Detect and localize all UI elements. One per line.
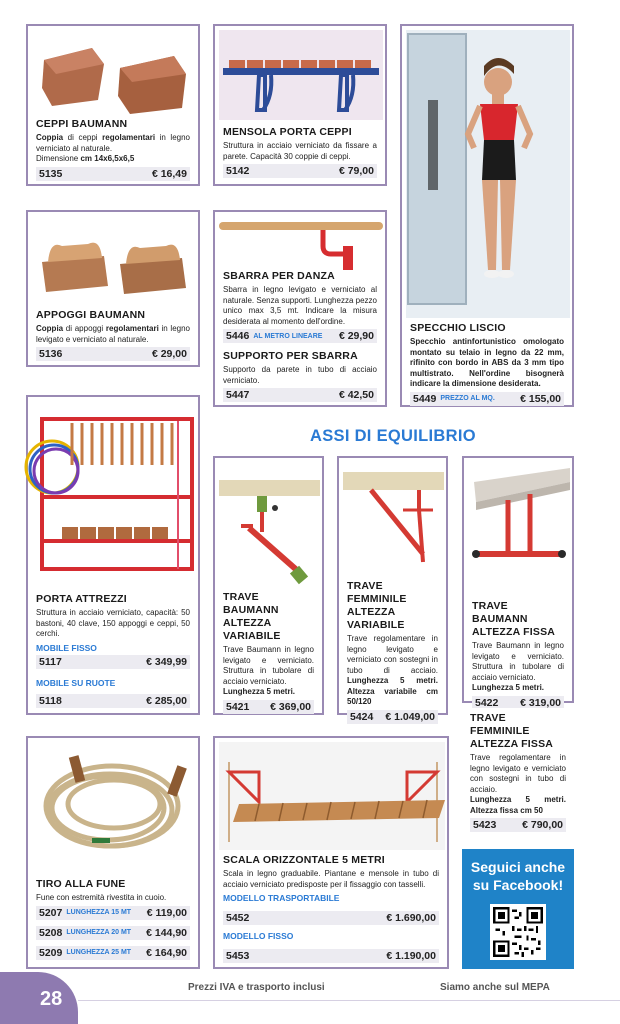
product-card-trave-fem-fissa	[462, 708, 574, 834]
price-row	[36, 946, 190, 960]
facebook-promo[interactable]	[462, 849, 574, 969]
scala-photo	[219, 742, 445, 850]
price-row	[223, 164, 377, 178]
product-price: € 285,00	[146, 694, 187, 707]
product-description: Trave Baumann in legno levigato e verniciato. Struttura in tubolare di acciaio verniciato. Lunghezza 5 metri.	[472, 641, 564, 692]
product-code: 5447	[226, 389, 250, 401]
product-code: 5208	[39, 926, 63, 939]
product-description: Specchio antinfortunistico omologato montato su telaio in legno da 22 mm, rifinito con bordo in ABS da 3 mm tipo multistrato. Nell'ordine bisognerà indicare la dimensione desiderata.	[410, 337, 564, 388]
product-description: Sbarra in legno levigato e verniciato al naturale. Senza supporti. Lunghezza pezzo unico max 3,5 mt. Indicare la misura desiderata al momento dell'ordine.	[223, 285, 377, 326]
product-price: € 1.049,00	[385, 710, 435, 723]
price-row	[410, 392, 564, 406]
product-price: € 349,99	[146, 655, 187, 668]
product-card-sbarra	[213, 210, 387, 407]
product-description: Scala in legno graduabile. Piantane e mensole in tubo di acciaio verniciato predisposte per il fissaggio con tasselli.	[223, 869, 439, 889]
product-card-scala	[213, 736, 449, 969]
product-code: 5207	[39, 906, 63, 919]
product-code: 5424	[350, 710, 374, 723]
variant-label: MODELLO TRASPORTABILE	[223, 893, 340, 903]
product-card-porta	[26, 395, 200, 715]
product-code: 5452	[226, 912, 250, 924]
price-unit: AL METRO LINEARE	[253, 332, 323, 340]
page-number: 28	[40, 988, 63, 1010]
product-price: € 29,90	[338, 330, 374, 342]
product-price: € 29,00	[151, 348, 187, 360]
price-row	[470, 818, 566, 832]
product-description: Struttura in acciaio verniciato, capacità: 50 bastoni, 40 clave, 150 appoggi e ceppi, 50 cerchi.	[36, 608, 190, 638]
product-price: € 16,49	[151, 167, 187, 180]
price-row	[36, 167, 190, 181]
price-row	[223, 911, 439, 925]
footer-divider	[78, 1000, 620, 1001]
product-title: TRAVE BAUMANN ALTEZZA VARIABILE	[223, 591, 281, 642]
fune-photo	[32, 742, 196, 872]
price-row	[36, 926, 190, 940]
product-description: Coppia di appoggi regolamentari in legno levigato e verniciato al naturale.	[36, 324, 191, 344]
product-title: PORTA ATTREZZI	[36, 593, 127, 605]
trave-femminile-variabile-photo	[343, 462, 444, 574]
sbarra-photo	[219, 216, 383, 274]
product-price: € 319,00	[520, 696, 561, 709]
product-price: € 164,90	[146, 946, 187, 959]
ceppi-photo	[32, 30, 196, 116]
variant-label: MOBILE FISSO	[36, 642, 97, 653]
product-card-appoggi	[26, 210, 200, 367]
qr-code-icon[interactable]	[490, 904, 546, 960]
product-code: 5117	[39, 655, 62, 668]
product-title: TIRO ALLA FUNE	[36, 878, 126, 890]
product-description: Trave Baumann in legno levigato e verniciato. Struttura in tubolare di acciaio verniciato. Lunghezza 5 metri.	[223, 645, 314, 696]
product-code: 5453	[226, 950, 250, 962]
length-label: LUNGHEZZA 20 MT	[66, 929, 132, 936]
product-title: SUPPORTO PER SBARRA	[223, 350, 358, 362]
price-row	[36, 347, 190, 361]
product-card-ceppi	[26, 24, 200, 186]
product-card-fune	[26, 736, 200, 969]
product-code: 5422	[475, 696, 499, 709]
price-row	[36, 655, 190, 669]
product-description: Coppia di ceppi regolamentari in legno verniciato al naturale. Dimensione cm 14x6,5x6,5	[36, 133, 190, 163]
product-price: € 42,50	[338, 389, 374, 401]
footer-mepa: Siamo anche sul MEPA	[440, 982, 550, 993]
page-number-tab	[0, 972, 78, 1024]
price-row	[36, 906, 190, 920]
trave-variabile-photo	[219, 462, 320, 592]
product-title: MENSOLA PORTA CEPPI	[223, 126, 352, 138]
variant-label: MOBILE SU RUOTE	[36, 677, 116, 688]
price-row	[223, 329, 377, 343]
variant-label: MODELLO FISSO	[223, 931, 294, 941]
product-price: € 119,00	[146, 906, 187, 919]
product-code: 5135	[39, 167, 63, 180]
product-title: TRAVE FEMMINILE ALTEZZA VARIABILE	[347, 580, 407, 631]
product-price: € 79,00	[338, 165, 374, 177]
product-code: 5421	[226, 700, 250, 713]
product-description: Supporto da parete in tubo di acciaio verniciato.	[223, 365, 377, 385]
length-label: LUNGHEZZA 15 MT	[66, 909, 132, 916]
footer-note: Prezzi IVA e trasporto inclusi	[188, 982, 325, 993]
price-row	[36, 694, 190, 708]
length-label: LUNGHEZZA 25 MT	[66, 949, 132, 956]
porta-attrezzi-photo	[32, 401, 196, 587]
product-description: Struttura in acciaio verniciato da fissare a parete. Capacità 30 coppie di ceppi.	[223, 141, 377, 161]
price-row	[223, 700, 314, 714]
appoggi-photo	[32, 216, 196, 300]
specchio-photo	[406, 30, 570, 318]
product-code: 5142	[226, 165, 250, 177]
product-card-specchio	[400, 24, 574, 407]
product-code: 5136	[39, 348, 63, 360]
product-title: SPECCHIO LISCIO	[410, 322, 506, 334]
price-unit: PREZZO AL MQ.	[440, 395, 495, 402]
product-description: Fune con estremità rivestita in cuoio.	[36, 893, 167, 902]
price-row	[347, 710, 438, 724]
product-price: € 155,00	[520, 392, 561, 405]
product-code: 5118	[39, 694, 62, 707]
product-price: € 790,00	[522, 819, 563, 831]
product-code: 5209	[39, 946, 63, 959]
price-row	[223, 949, 439, 963]
product-price: € 369,00	[270, 700, 311, 713]
product-card-trave-var	[213, 456, 324, 715]
trave-fissa-photo	[468, 462, 570, 586]
section-title: ASSI DI EQUILIBRIO	[310, 427, 476, 445]
facebook-text: Seguici anche su Facebook!	[470, 859, 566, 893]
product-title: APPOGGI BAUMANN	[36, 309, 146, 321]
product-description: Trave regolamentare in legno levigato e verniciato con sostegni in tubo di acciaio. Lunghezza 5 metri. Altezza variabile cm 50/120	[347, 634, 438, 706]
price-row	[223, 388, 377, 402]
product-title: SCALA ORIZZONTALE 5 METRI	[223, 854, 385, 866]
product-title: TRAVE FEMMINILE ALTEZZA FISSA	[470, 712, 554, 750]
product-code: 5446	[226, 330, 250, 342]
product-card-trave-fem-var	[337, 456, 448, 723]
product-price: € 144,90	[146, 926, 187, 939]
mensola-photo	[219, 30, 383, 120]
product-price: € 1.190,00	[386, 950, 436, 962]
product-code: 5423	[473, 819, 497, 831]
product-title: TRAVE BAUMANN ALTEZZA FISSA	[472, 600, 556, 638]
product-card-mensola	[213, 24, 387, 186]
product-card-trave-fissa	[462, 456, 574, 709]
product-code: 5449	[413, 392, 437, 405]
product-description: Trave regolamentare in legno levigato e verniciato con sostegni in tubo di acciaio. Lunghezza 5 metri. Altezza fissa cm 50	[470, 753, 566, 815]
product-title: SBARRA PER DANZA	[223, 270, 335, 282]
product-title: CEPPI BAUMANN	[36, 118, 128, 130]
product-price: € 1.690,00	[386, 912, 436, 924]
